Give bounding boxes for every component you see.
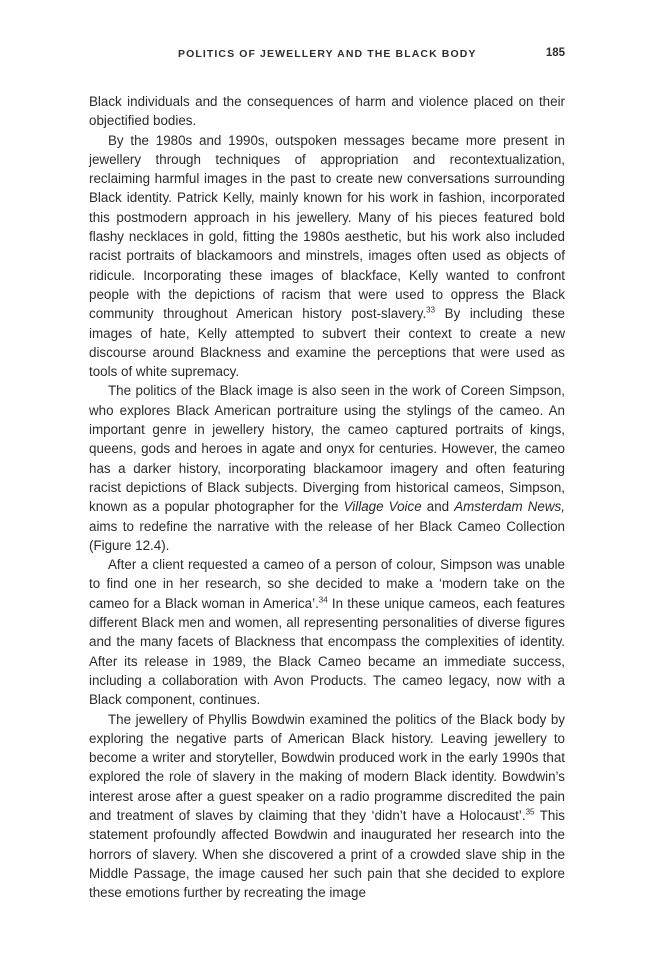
paragraph-1 — [89, 92, 565, 131]
footnote-ref-34[interactable]: 34 — [318, 595, 328, 605]
paragraph-5 — [89, 710, 565, 903]
publication-title: Amsterdam News, — [454, 499, 565, 515]
paragraph-text: In these unique cameos, each features different Black men and women, all representing personalities of diverse figures and the many facets of Blackness that encompass the complexities of identity. After its release in 1989, the Black Cameo became an immediate success, including a collaboration with Avon Products. The cameo legacy, now with a Black component, continues. — [89, 595, 565, 708]
footnote-ref-33[interactable]: 33 — [426, 305, 436, 315]
publication-title: Village Voice — [343, 499, 422, 515]
paragraph-text: This statement profoundly affected Bowdwin and inaugurated her research into the horrors of slavery. When she discovered a print of a crowded slave ship in the Middle Passage, the image caused her such pain that she decided to explore these emotions further by recreating the image — [89, 807, 565, 901]
paragraph-text: and — [421, 499, 455, 515]
running-head — [88, 46, 565, 64]
paragraph-text: aims to redefine the narrative with the release of her Black Cameo Collection (Figure 12.4). — [89, 518, 565, 553]
page-number: 185 — [545, 47, 565, 59]
paragraph-text: The jewellery of Phyllis Bowdwin examined the politics of the Black body by exploring the negative parts of American Black history. Leaving jewellery to become a writer and storyteller, Bowdwin produced work in the early 1990s that explored the role of slavery in the making of modern Black identity. Bowdwin’s interest arose after a guest speaker on a radio programme discredited the pain and treatment of slaves by claiming that they ‘didn’t have a Holocaust’. — [89, 711, 565, 823]
footnote-ref-35[interactable]: 35 — [525, 807, 535, 817]
paragraph-text: By the 1980s and 1990s, outspoken messages became more present in jewellery through techniques of appropriation and recontextualization, reclaiming harmful images in the past to create new conversations surrounding Black identity. Patrick Kelly, mainly known for his work in fashion, incorporated this postmodern approach in his jewellery. Many of his pieces featured bold flashy necklaces in gold, fitting the 1980s aesthetic, but his work also included racist portraits of blackamoors and minstrels, images often used as objects of ridicule. Incorporating these images of blackface, Kelly wanted to confront people with the depictions of racism that were used to oppress the Black community throughout American history post-slavery. — [89, 132, 565, 322]
paragraph-2 — [89, 131, 565, 382]
paragraph-4 — [89, 555, 565, 709]
running-title: POLITICS OF JEWELLERY AND THE BLACK BODY — [178, 48, 477, 60]
paragraph-text: After a client requested a cameo of a person of colour, Simpson was unable to find one in her research, so she decided to make a ‘modern take on the cameo for a Black woman in America’. — [89, 557, 565, 611]
paragraph-text: By including these images of hate, Kelly attempted to subvert their context to create a new discourse around Blackness and examine the perceptions that were used as tools of white supremacy. — [89, 306, 565, 380]
paragraph-text: The politics of the Black image is also seen in the work of Coreen Simpson, who explores Black American portraiture using the stylings of the cameo. An important genre in jewellery history, the cameo captured portraits of kings, queens, gods and heroes in agate and onyx for centuries. However, the cameo has a darker history, incorporating blackamoor imagery and often featuring racist depictions of Black subjects. Diverging from historical cameos, Simpson, known as a popular photographer for the — [89, 383, 565, 515]
paragraph-3 — [89, 381, 565, 555]
paragraph-text: Black individuals and the consequences of harm and violence placed on their objectified bodies. — [89, 94, 565, 129]
body-text — [89, 92, 565, 902]
